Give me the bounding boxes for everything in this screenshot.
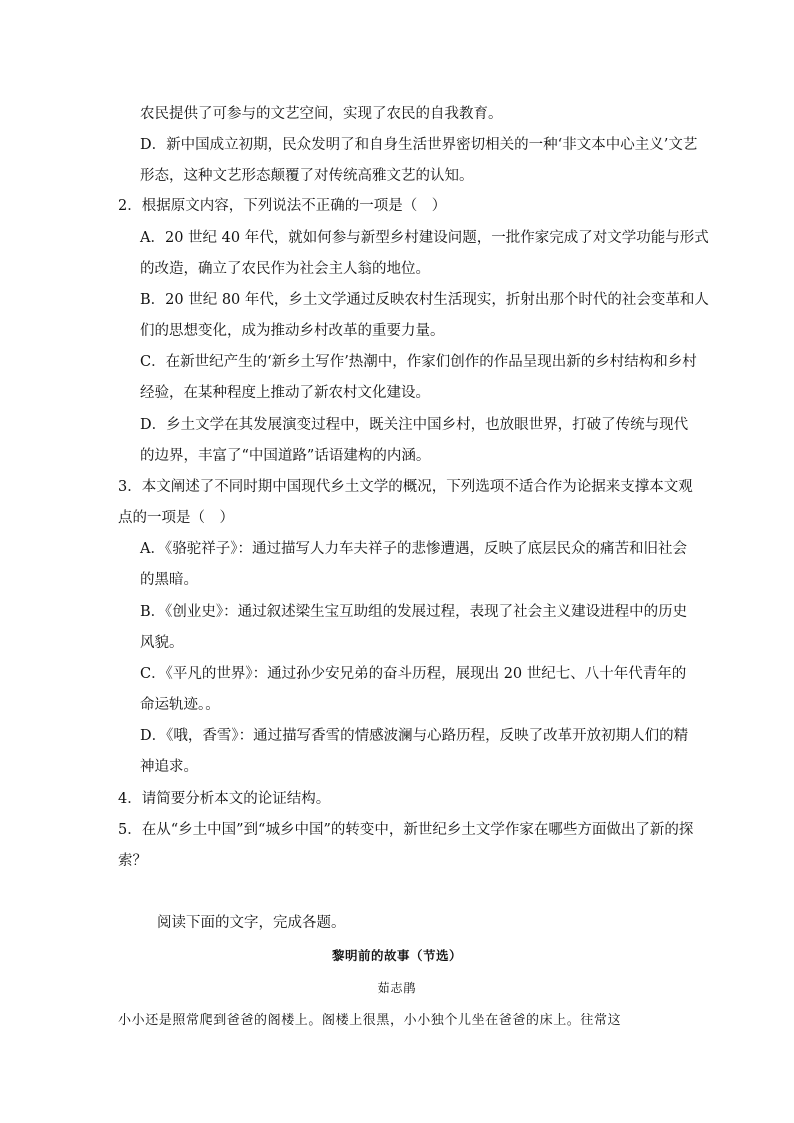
q5-stem-line1: 5．在从“乡土中国”到“城乡中国”的转变中，新世纪乡土文学作家在哪些方面做出了新的探 (118, 822, 694, 838)
q3-option-d-line2: 神追求。 (140, 759, 198, 775)
q2-option-a-line2: 的改造，确立了农民作为社会主人翁的地位。 (140, 261, 430, 277)
q3-option-b-line2: 风貌。 (140, 635, 184, 651)
q2-option-d-line2: 的边界，丰富了“中国道路”话语建构的内涵。 (140, 448, 431, 464)
q2-stem: 2．根据原文内容，下列说法不正确的一项是（ ） (118, 198, 447, 214)
q3-option-d-line1: D．《哦，香雪》：通过描写香雪的情感波澜与心路历程，反映了改革开放初期人们的精 (140, 728, 689, 744)
q1-option-d-line1: D．新中国成立初期，民众发明了和自身生活世界密切相关的一种‘非文本中心主义’文艺 (140, 137, 698, 153)
q2-option-c-line1: C．在新世纪产生的‘新乡土写作’热潮中，作家们创作的作品呈现出新的乡村结构和乡村 (140, 354, 697, 370)
q3-stem-line1: 3．本文阐述了不同时期中国现代乡土文学的概况，下列选项不适合作为论据来支撑本文观 (118, 479, 693, 495)
q3-option-c-line1: C．《平凡的世界》：通过孙少安兄弟的奋斗历程，展现出 20 世纪七、八十年代青年的 (140, 666, 687, 682)
q5-stem-line2: 索？ (118, 853, 147, 869)
passage-author: 茹志鹃 (377, 981, 417, 995)
q3-option-a-line2: 的黑暗。 (140, 572, 198, 588)
q4-stem: 4．请简要分析本文的论证结构。 (118, 791, 331, 807)
reading-instruction: 阅读下面的文字，完成各题。 (157, 915, 346, 931)
q3-stem-line2: 点的一项是（ ） (118, 510, 234, 526)
passage-title: 黎明前的故事（节选） (331, 948, 462, 963)
q3-option-a-line1: A．《骆驼祥子》：通过描写人力车夫祥子的悲惨遭遇，反映了底层民众的痛苦和旧社会 (140, 541, 687, 557)
q3-option-b-line1: B．《创业史》：通过叙述梁生宝互助组的发展过程，表现了社会主义建设进程中的历史 (140, 604, 688, 620)
q2-option-a-line1: A．20 世纪 40 年代，就如何参与新型乡村建设问题，一批作家完成了对文学功能与形式 (140, 230, 709, 246)
q2-option-d-line1: D．乡土文学在其发展演变过程中，既关注中国乡村，也放眼世界，打破了传统与现代 (140, 417, 689, 433)
q2-option-b-line2: 们的思想变化，成为推动乡村改革的重要力量。 (140, 323, 445, 339)
q3-option-c-line2: 命运轨迹。。 (140, 697, 220, 713)
passage-first-line: 小小还是照常爬到爸爸的阁楼上。阁楼上很黑，小小独个儿坐在爸爸的床上。往常这 (118, 1013, 622, 1028)
q1-option-d-line2: 形态，这种文艺形态颠覆了对传统高雅文艺的认知。 (140, 168, 474, 184)
q2-option-c-line2: 经验，在某种程度上推动了新农村文化建设。 (140, 385, 430, 401)
q2-option-b-line1: B．20 世纪 80 年代，乡土文学通过反映农村生活现实，折射出那个时代的社会变革和人 (140, 292, 709, 308)
q1-option-c-continued: 农民提供了可参与的文艺空间，实现了农民的自我教育。 (140, 106, 503, 122)
